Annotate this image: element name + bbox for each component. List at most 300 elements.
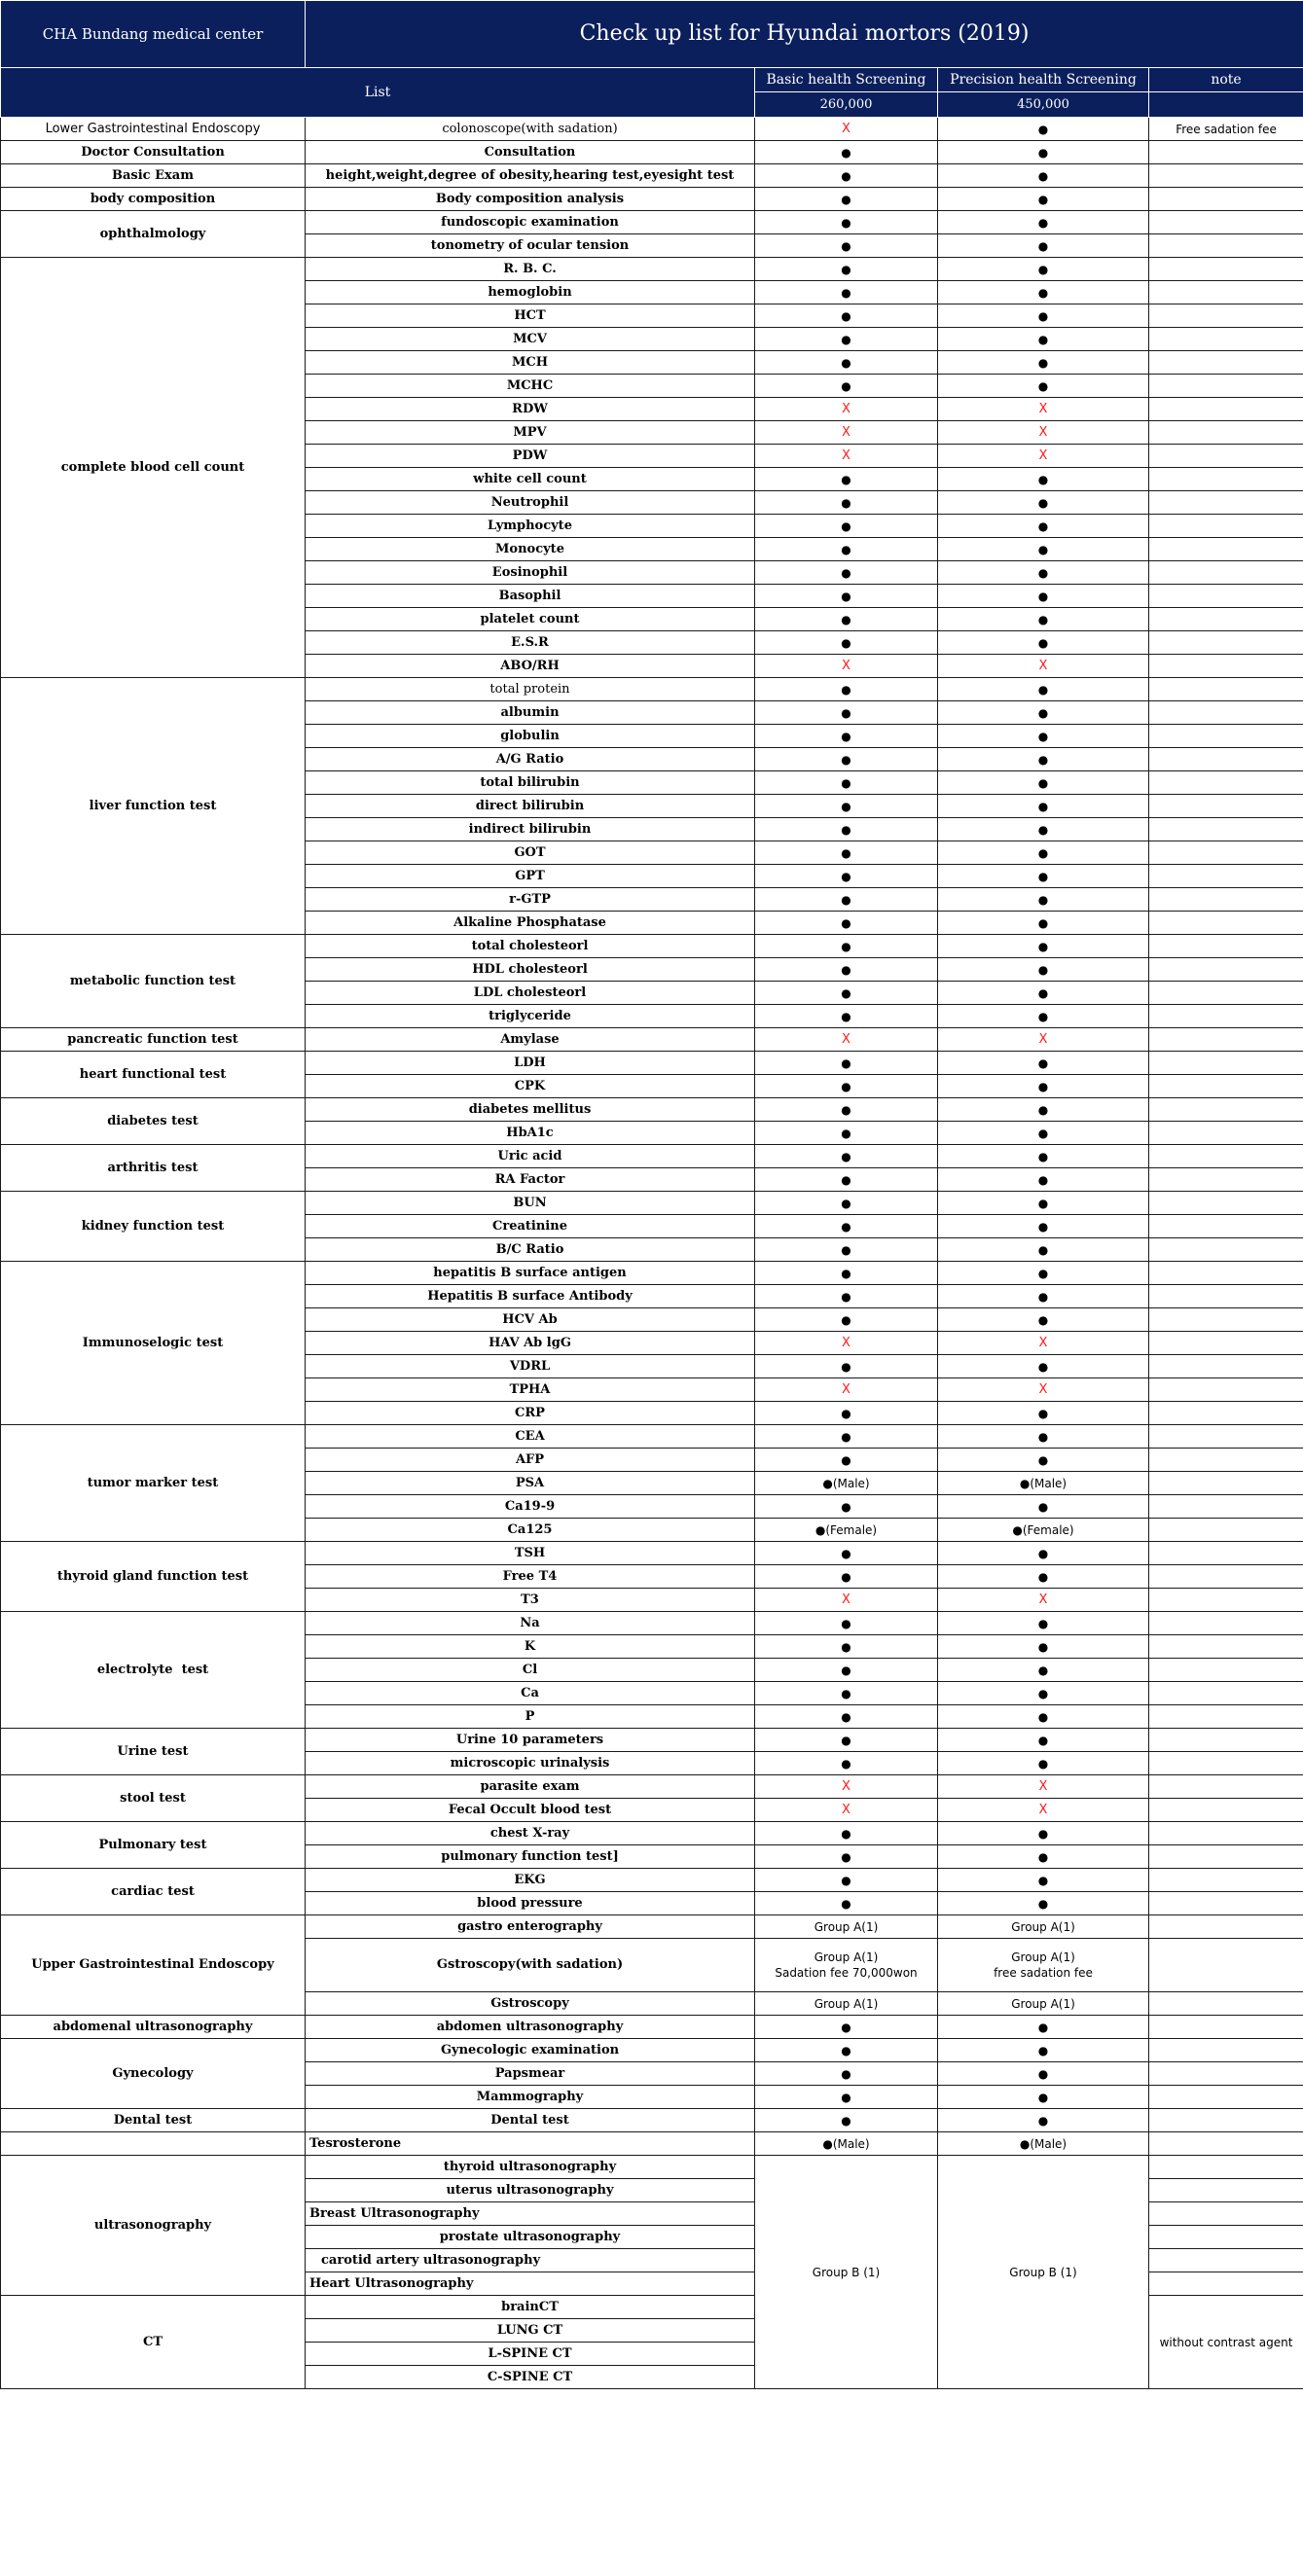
note-cell: [1149, 1822, 1303, 1845]
item-globulin: globulin: [306, 725, 755, 748]
note-cell: [1149, 1215, 1303, 1238]
cell-dot: ●: [938, 795, 1149, 818]
note-cell: [1149, 1752, 1303, 1775]
note-cell: [1149, 2086, 1303, 2109]
cell-dot: ●: [755, 1285, 938, 1308]
note-cell: [1149, 538, 1303, 561]
item-gyn-exam: Gynecologic examination: [306, 2039, 755, 2062]
item-direct-bilirubin: direct bilirubin: [306, 795, 755, 818]
cell-dot: ●: [938, 234, 1149, 258]
note-cell: [1149, 608, 1303, 631]
table-row: [1, 1915, 1303, 1939]
note-cell: [1149, 935, 1303, 958]
category-ophthalmology: ophthalmology: [1, 211, 306, 258]
cell-dot: ●: [755, 1612, 938, 1635]
note-cell: [1149, 164, 1303, 188]
cell-group-b: Group B (1): [938, 2156, 1149, 2389]
note-cell: [1149, 1869, 1303, 1892]
table-row: [1, 935, 1303, 958]
item-lung-ct: LUNG CT: [306, 2319, 755, 2343]
precision-header: Precision health Screening: [938, 68, 1149, 92]
category-arthritis: arthritis test: [1, 1145, 306, 1192]
item-ca125: Ca125: [306, 1519, 755, 1542]
note-cell: [1149, 1075, 1303, 1098]
item-ft4: Free T4: [306, 1565, 755, 1589]
note-cell: [1149, 2202, 1303, 2226]
note-cell: [1149, 234, 1303, 258]
note-cell: [1149, 795, 1303, 818]
note-cell: [1149, 375, 1303, 398]
cell-x: X: [938, 1589, 1149, 1612]
table-row: [1, 1425, 1303, 1449]
table-row: [1, 1028, 1303, 1052]
cell-dot-female: ●(Female): [938, 1519, 1149, 1542]
cell-dot: ●: [755, 1168, 938, 1192]
cell-dot: ●: [938, 935, 1149, 958]
cell-group-a: Group A(1): [938, 1915, 1149, 1939]
precision-price: 450,000: [938, 92, 1149, 118]
cell-dot: ●: [755, 935, 938, 958]
cell-group-a: Group A(1): [938, 1992, 1149, 2016]
note-cell: [1149, 2132, 1303, 2156]
cell-dot: ●: [755, 258, 938, 281]
cell-dot: ●: [755, 1238, 938, 1262]
note-blank: [1149, 92, 1303, 118]
cell-dot: ●: [755, 958, 938, 982]
cell-dot: ●: [755, 1565, 938, 1589]
cell-dot: ●: [938, 1355, 1149, 1378]
cell-dot: ●: [755, 1659, 938, 1682]
cell-dot: ●: [938, 2016, 1149, 2039]
cell-dot: ●: [755, 141, 938, 164]
cell-x: X: [755, 655, 938, 678]
cell-x: X: [755, 1332, 938, 1355]
item-albumin: albumin: [306, 701, 755, 725]
cell-dot: ●: [755, 1705, 938, 1729]
item-t3: T3: [306, 1589, 755, 1612]
note-cell: [1149, 841, 1303, 865]
cell-dot: ●: [938, 1052, 1149, 1075]
cell-dot: ●: [755, 888, 938, 912]
cell-dot: ●: [755, 1052, 938, 1075]
note-cell: [1149, 1635, 1303, 1659]
cell-x: X: [938, 421, 1149, 445]
cell-dot: ●: [938, 1495, 1149, 1519]
cell-dot: ●: [938, 1075, 1149, 1098]
cell-dot: ●: [755, 1005, 938, 1028]
note-cell: [1149, 258, 1303, 281]
note-cell: [1149, 1005, 1303, 1028]
item-body-comp: Body composition analysis: [306, 188, 755, 211]
note-cell: [1149, 1799, 1303, 1822]
note-cell: [1149, 491, 1303, 515]
cell-dot: ●: [938, 1682, 1149, 1705]
cell-dot: ●: [938, 1565, 1149, 1589]
category-diabetes: diabetes test: [1, 1098, 306, 1145]
note-cell: [1149, 631, 1303, 655]
cell-dot: ●: [755, 1752, 938, 1775]
table-row: [1, 188, 1303, 211]
item-mchc: MCHC: [306, 375, 755, 398]
note-cell: [1149, 2156, 1303, 2179]
cell-dot: ●: [755, 771, 938, 795]
sedation-fee-label: Sadation fee 70,000won: [775, 1966, 918, 1980]
basic-price: 260,000: [755, 92, 938, 118]
item-papsmear: Papsmear: [306, 2062, 755, 2086]
cell-dot: ●: [938, 748, 1149, 771]
cell-dot: ●: [755, 1098, 938, 1122]
note-cell: [1149, 1262, 1303, 1285]
note-cell: [1149, 1472, 1303, 1495]
item-uterus-us: uterus ultrasonography: [306, 2179, 755, 2202]
category-blank: [1, 2132, 306, 2156]
cell-dot: ●: [938, 1005, 1149, 1028]
cell-dot: ●: [938, 1869, 1149, 1892]
cell-dot: ●: [938, 1729, 1149, 1752]
item-na: Na: [306, 1612, 755, 1635]
note-cell: [1149, 2226, 1303, 2249]
note-cell: [1149, 1425, 1303, 1449]
category-pulmonary: Pulmonary test: [1, 1822, 306, 1869]
cell-dot: ●: [938, 1215, 1149, 1238]
cell-dot: ●: [938, 1449, 1149, 1472]
note-cell: [1149, 701, 1303, 725]
note-cell: [1149, 2039, 1303, 2062]
item-carotid-us: carotid artery ultrasonography: [306, 2249, 755, 2272]
cell-dot: ●: [755, 1402, 938, 1425]
item-lymphocyte: Lymphocyte: [306, 515, 755, 538]
cell-dot: ●: [755, 1869, 938, 1892]
cell-dot: ●: [938, 1238, 1149, 1262]
cell-dot: ●: [938, 1892, 1149, 1915]
note-cell: [1149, 1519, 1303, 1542]
note-cell: [1149, 1192, 1303, 1215]
note-cell: [1149, 141, 1303, 164]
cell-dot: ●: [938, 351, 1149, 375]
item-consultation: Consultation: [306, 141, 755, 164]
cell-dot: ●: [938, 888, 1149, 912]
cell-dot: ●: [755, 982, 938, 1005]
note-cell: [1149, 211, 1303, 234]
basic-header: Basic health Screening: [755, 68, 938, 92]
note-cell: [1149, 1612, 1303, 1635]
note-cell: [1149, 678, 1303, 701]
free-sedation-label: free sadation fee: [994, 1966, 1093, 1980]
cell-dot: ●: [938, 841, 1149, 865]
cell-dot-male: ●(Male): [755, 2132, 938, 2156]
item-alp: Alkaline Phosphatase: [306, 912, 755, 935]
cell-dot: ●: [755, 1682, 938, 1705]
cell-dot: ●: [938, 678, 1149, 701]
cell-dot: ●: [755, 1122, 938, 1145]
category-gynecology: Gynecology: [1, 2039, 306, 2109]
note-without-contrast: without contrast agent: [1149, 2296, 1303, 2389]
note-cell: [1149, 958, 1303, 982]
note-cell: [1149, 1659, 1303, 1682]
cell-dot: ●: [938, 1612, 1149, 1635]
category-abdominal: abdomenal ultrasonography: [1, 2016, 306, 2039]
note-cell: [1149, 2249, 1303, 2272]
cell-group-a-free: [938, 1939, 1149, 1992]
cell-dot: ●: [938, 515, 1149, 538]
table-row: [1, 1775, 1303, 1799]
cell-dot: ●: [755, 234, 938, 258]
item-hemoglobin: hemoglobin: [306, 281, 755, 304]
cell-dot: ●: [755, 1262, 938, 1285]
cell-dot: ●: [755, 701, 938, 725]
note-cell: [1149, 1332, 1303, 1355]
cell-dot: ●: [755, 328, 938, 351]
table-row: [1, 164, 1303, 188]
item-ag-ratio: A/G Ratio: [306, 748, 755, 771]
cell-dot: ●: [755, 1215, 938, 1238]
item-bp: blood pressure: [306, 1892, 755, 1915]
cell-dot: ●: [938, 1285, 1149, 1308]
cell-dot: ●: [938, 188, 1149, 211]
cell-dot: ●: [938, 491, 1149, 515]
note-cell: [1149, 2062, 1303, 2086]
item-eosinophil: Eosinophil: [306, 561, 755, 585]
table-row: [1, 1145, 1303, 1168]
note-cell: [1149, 1285, 1303, 1308]
table-row: [1, 2016, 1303, 2039]
item-basophil: Basophil: [306, 585, 755, 608]
cell-x: X: [755, 421, 938, 445]
cell-dot: ●: [938, 958, 1149, 982]
cell-dot: ●: [938, 2109, 1149, 2132]
note-cell: [1149, 2179, 1303, 2202]
note-cell: [1149, 515, 1303, 538]
note-cell: [1149, 1355, 1303, 1378]
item-gastro: gastro enterography: [306, 1915, 755, 1939]
cell-group-a: Group A(1): [755, 1915, 938, 1939]
note-cell: [1149, 2016, 1303, 2039]
item-thyroid-us: thyroid ultrasonography: [306, 2156, 755, 2179]
group-a-label: Group A(1): [814, 1950, 879, 1964]
cell-dot: ●: [755, 608, 938, 631]
category-stool: stool test: [1, 1775, 306, 1822]
cell-dot: ●: [938, 118, 1149, 141]
cell-dot: ●: [755, 841, 938, 865]
note-cell: [1149, 421, 1303, 445]
cell-dot: ●: [938, 1262, 1149, 1285]
cell-dot: ●: [755, 304, 938, 328]
item-rgtp: r-GTP: [306, 888, 755, 912]
item-ldh: LDH: [306, 1052, 755, 1075]
category-metabolic: metabolic function test: [1, 935, 306, 1028]
note-free-sedation: Free sadation fee: [1149, 118, 1303, 141]
cell-dot: ●: [755, 2109, 938, 2132]
cell-x: X: [938, 1378, 1149, 1402]
item-bc-ratio: B/C Ratio: [306, 1238, 755, 1262]
item-heart-us: Heart Ultrasonography: [306, 2272, 755, 2296]
cell-dot-female: ●(Female): [755, 1519, 938, 1542]
note-cell: [1149, 888, 1303, 912]
note-cell: [1149, 1308, 1303, 1332]
item-total-bilirubin: total bilirubin: [306, 771, 755, 795]
note-cell: [1149, 1122, 1303, 1145]
cell-dot: ●: [755, 912, 938, 935]
note-cell: [1149, 1238, 1303, 1262]
note-cell: [1149, 281, 1303, 304]
item-ra: RA Factor: [306, 1168, 755, 1192]
cell-dot: ●: [755, 585, 938, 608]
cell-dot: ●: [755, 211, 938, 234]
cell-x: X: [938, 398, 1149, 421]
note-cell: [1149, 865, 1303, 888]
cell-dot: ●: [755, 1542, 938, 1565]
note-cell: [1149, 304, 1303, 328]
cell-dot-male: ●(Male): [938, 1472, 1149, 1495]
category-heart: heart functional test: [1, 1052, 306, 1098]
category-kidney: kidney function test: [1, 1192, 306, 1262]
item-gpt: GPT: [306, 865, 755, 888]
cell-dot: ●: [755, 2062, 938, 2086]
cell-x: X: [755, 118, 938, 141]
item-wbc: white cell count: [306, 468, 755, 491]
cell-dot: ●: [755, 725, 938, 748]
item-abdomen-us: abdomen ultrasonography: [306, 2016, 755, 2039]
cell-dot: ●: [755, 1308, 938, 1332]
cell-dot: ●: [755, 375, 938, 398]
cell-dot: ●: [938, 1705, 1149, 1729]
cell-x: X: [755, 1775, 938, 1799]
note-cell: [1149, 351, 1303, 375]
cell-dot: ●: [938, 1098, 1149, 1122]
cell-dot: ●: [938, 304, 1149, 328]
cell-dot: ●: [938, 1635, 1149, 1659]
item-prostate-us: prostate ultrasonography: [306, 2226, 755, 2249]
note-cell: [1149, 1449, 1303, 1472]
item-crp: CRP: [306, 1402, 755, 1425]
item-total-chol: total cholesteorl: [306, 935, 755, 958]
cell-dot: ●: [938, 211, 1149, 234]
cell-dot: ●: [755, 538, 938, 561]
cell-dot: ●: [938, 164, 1149, 188]
note-cell: [1149, 1705, 1303, 1729]
item-bun: BUN: [306, 1192, 755, 1215]
cell-dot: ●: [755, 2086, 938, 2109]
cell-dot: ●: [755, 1075, 938, 1098]
item-cspine-ct: C-SPINE CT: [306, 2366, 755, 2389]
item-parasite: parasite exam: [306, 1775, 755, 1799]
item-xray: chest X-ray: [306, 1822, 755, 1845]
cell-dot: ●: [755, 515, 938, 538]
cell-group-b: Group B (1): [755, 2156, 938, 2389]
cell-dot: ●: [755, 491, 938, 515]
cell-dot: ●: [755, 561, 938, 585]
cell-dot: ●: [755, 164, 938, 188]
category-dental: Dental test: [1, 2109, 306, 2132]
cell-dot: ●: [755, 281, 938, 304]
item-cea: CEA: [306, 1425, 755, 1449]
cell-dot: ●: [755, 865, 938, 888]
note-cell: [1149, 1682, 1303, 1705]
item-dm: diabetes mellitus: [306, 1098, 755, 1122]
item-ca199: Ca19-9: [306, 1495, 755, 1519]
table-row: [1, 2156, 1303, 2179]
category-urine: Urine test: [1, 1729, 306, 1775]
cell-dot: ●: [755, 795, 938, 818]
cell-dot: ●: [755, 1449, 938, 1472]
cell-dot: ●: [938, 2062, 1149, 2086]
item-vdrl: VDRL: [306, 1355, 755, 1378]
item-tsh: TSH: [306, 1542, 755, 1565]
cell-dot: ●: [938, 1845, 1149, 1869]
category-ct: CT: [1, 2296, 306, 2389]
cell-dot: ●: [755, 468, 938, 491]
note-cell: [1149, 445, 1303, 468]
item-gastroscopy: Gstroscopy: [306, 1992, 755, 2016]
item-ca: Ca: [306, 1682, 755, 1705]
cell-x: X: [755, 1378, 938, 1402]
item-k: K: [306, 1635, 755, 1659]
cell-dot: ●: [755, 1822, 938, 1845]
note-cell: [1149, 585, 1303, 608]
item-tonometry: tonometry of ocular tension: [306, 234, 755, 258]
note-cell: [1149, 771, 1303, 795]
note-cell: [1149, 1168, 1303, 1192]
cell-dot: ●: [755, 1425, 938, 1449]
note-cell: [1149, 1915, 1303, 1939]
table-row: [1, 258, 1303, 281]
item-amylase: Amylase: [306, 1028, 755, 1052]
cell-dot: ●: [938, 1308, 1149, 1332]
cell-dot: ●: [938, 1122, 1149, 1145]
table-row: [1, 1098, 1303, 1122]
item-tg: triglyceride: [306, 1005, 755, 1028]
cell-dot: ●: [755, 818, 938, 841]
cell-dot: ●: [755, 1729, 938, 1752]
item-pdw: PDW: [306, 445, 755, 468]
cell-dot: ●: [755, 748, 938, 771]
cell-x: X: [938, 1775, 1149, 1799]
item-cpk: CPK: [306, 1075, 755, 1098]
item-hcv: HCV Ab: [306, 1308, 755, 1332]
item-brain-ct: brainCT: [306, 2296, 755, 2319]
cell-dot: ●: [755, 1845, 938, 1869]
note-cell: [1149, 1845, 1303, 1869]
cell-dot: ●: [755, 188, 938, 211]
table-row: [1, 211, 1303, 234]
cell-x: X: [938, 445, 1149, 468]
cell-dot: ●: [938, 725, 1149, 748]
cell-dot: ●: [938, 468, 1149, 491]
category-cbc: complete blood cell count: [1, 258, 306, 678]
cell-x: X: [755, 398, 938, 421]
cell-dot: ●: [938, 818, 1149, 841]
cell-dot: ●: [755, 1892, 938, 1915]
note-header: note: [1149, 68, 1303, 92]
item-neutrophil: Neutrophil: [306, 491, 755, 515]
cell-x: X: [938, 1028, 1149, 1052]
cell-x: X: [938, 1332, 1149, 1355]
item-cl: Cl: [306, 1659, 755, 1682]
category-cardiac: cardiac test: [1, 1869, 306, 1915]
note-cell: [1149, 912, 1303, 935]
cell-x: X: [755, 445, 938, 468]
cell-dot: ●: [938, 631, 1149, 655]
item-uric: Uric acid: [306, 1145, 755, 1168]
cell-dot: ●: [938, 1542, 1149, 1565]
cell-dot: ●: [938, 538, 1149, 561]
note-cell: [1149, 1892, 1303, 1915]
item-basic-exam: height,weight,degree of obesity,hearing test,eyesight test: [306, 164, 755, 188]
cell-dot: ●: [938, 1752, 1149, 1775]
cell-dot: ●: [938, 258, 1149, 281]
item-hbsag: hepatitis B surface antigen: [306, 1262, 755, 1285]
cell-dot: ●: [938, 1659, 1149, 1682]
